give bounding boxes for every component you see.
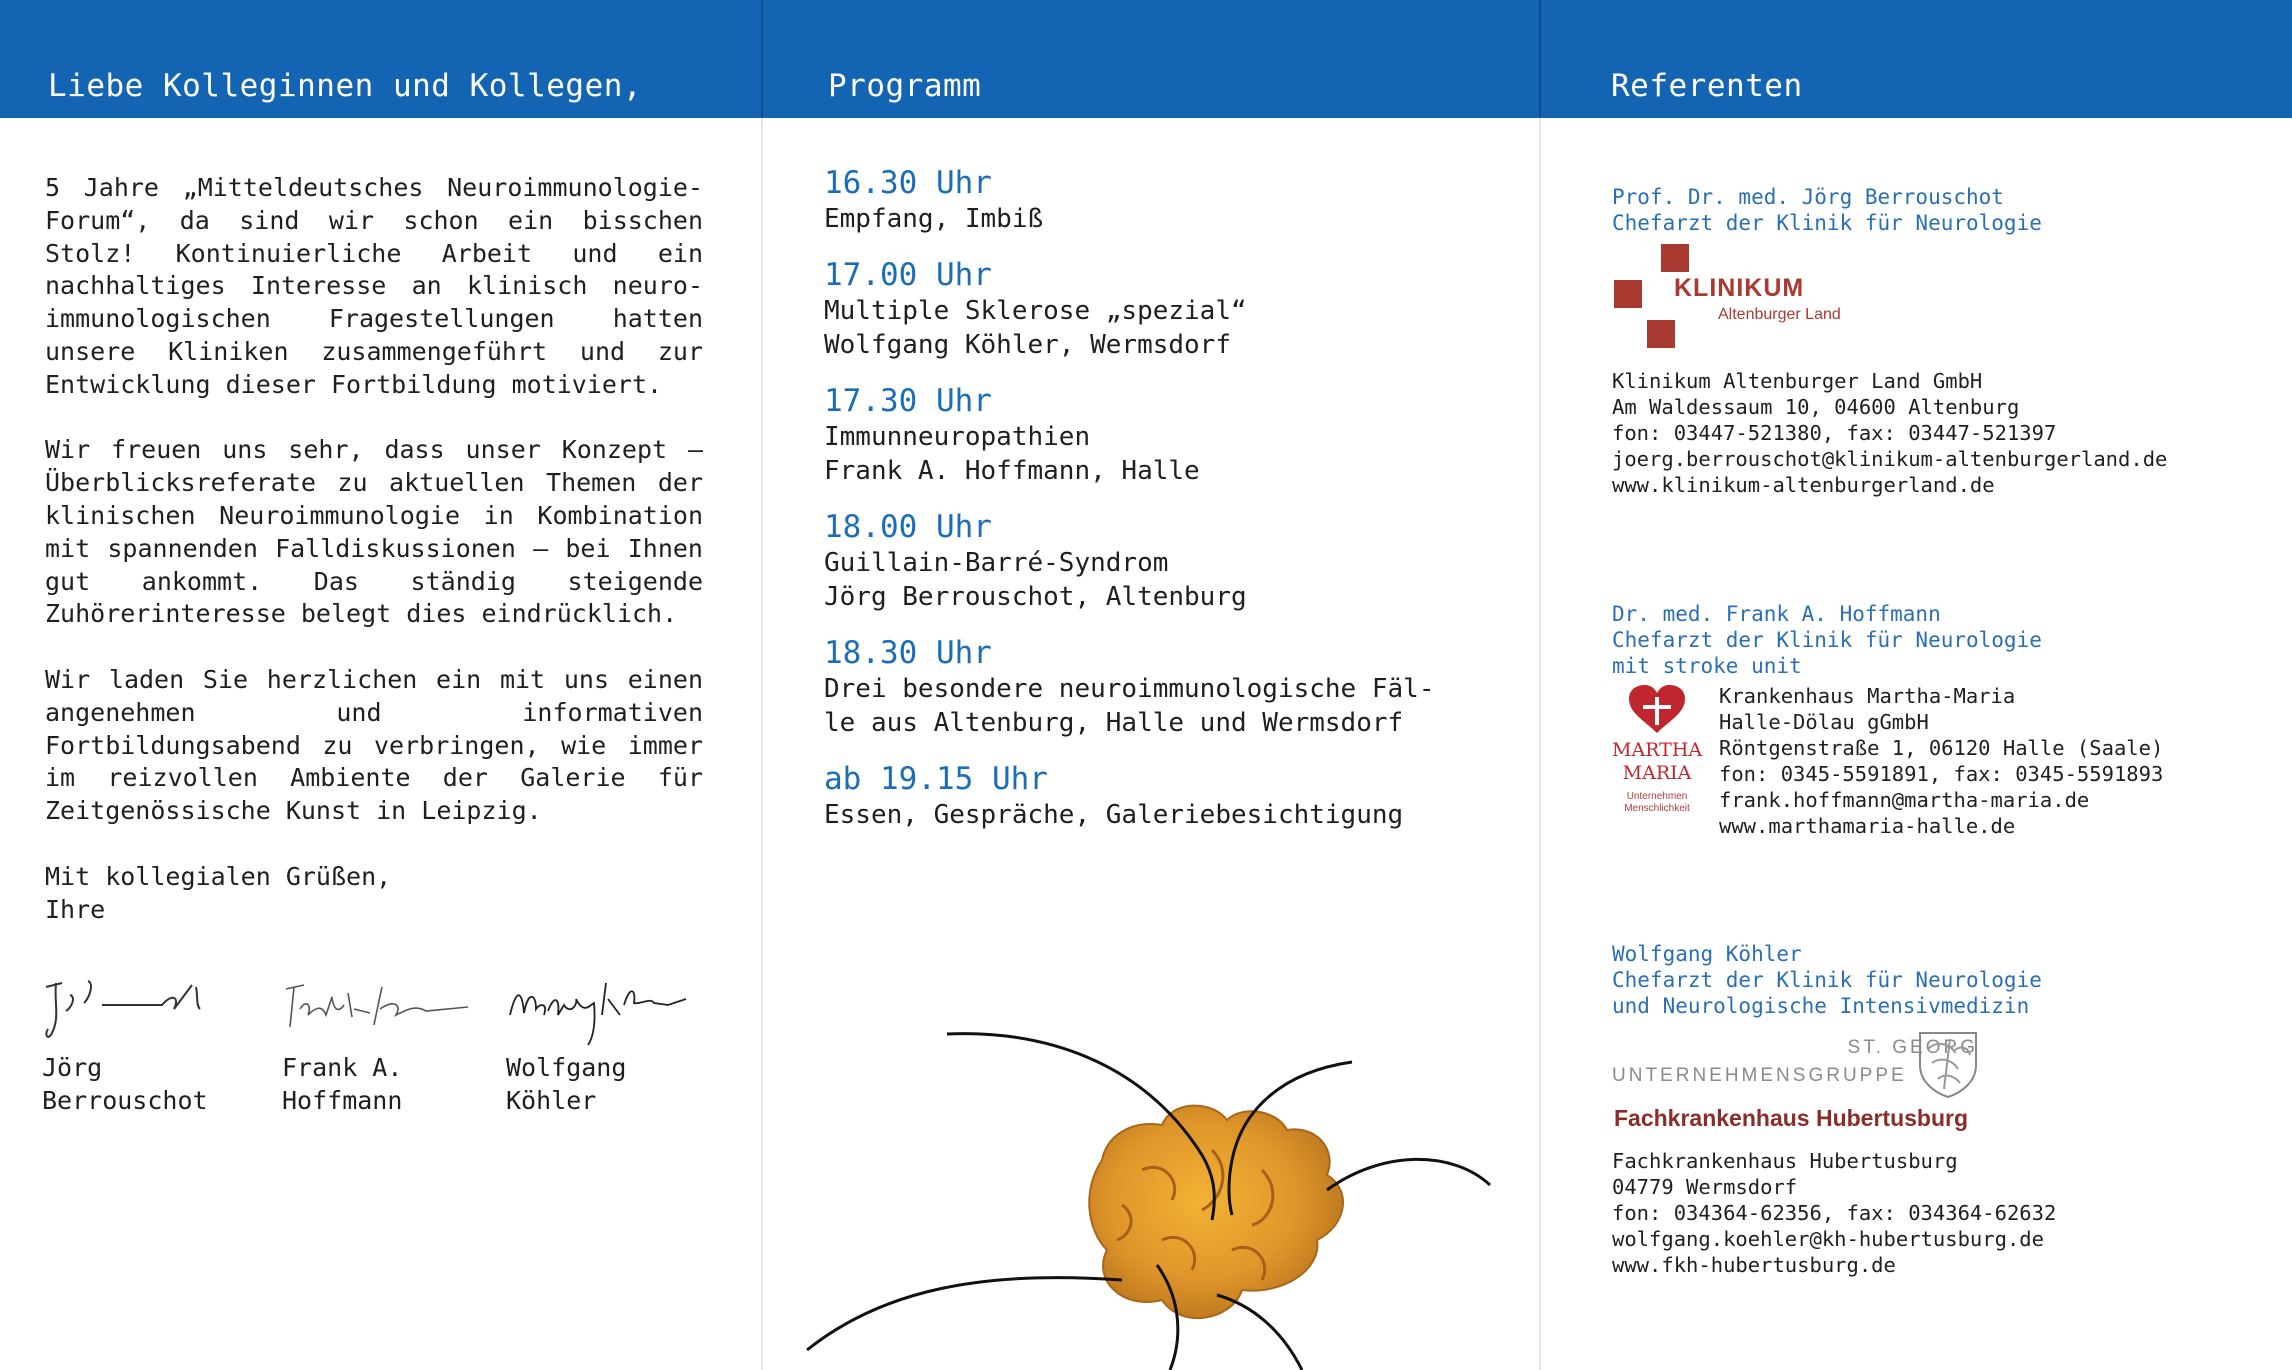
signature-koehler (506, 975, 696, 1118)
st-georg-line2: UNTERNEHMENSGRUPPE (1612, 1065, 1907, 1086)
referent-address: Fachkrankenhaus Hubertusburg 04779 Wermsdorf fon: 034364-62356, fax: 034364-62632 wolfgang.koehler@kh-hubertusburg.de www.fkh-hubertusburg.de (1612, 1149, 2057, 1277)
program-line: Wolfgang Köhler, Wermsdorf (824, 330, 1231, 360)
program-time: 18.00 Uhr (824, 509, 992, 545)
martha-maria-name: MARTHA MARIA (1612, 739, 1703, 784)
program-heading: Programm (828, 68, 982, 104)
signature-berrouschot (42, 975, 232, 1118)
referents-heading: Referenten (1611, 68, 1803, 104)
referent-koehler (1612, 941, 2272, 1278)
klinikum-sub: Altenburger Land (1718, 306, 1841, 323)
referent-address: Klinikum Altenburger Land GmbH Am Waldessaum 10, 04600 Altenburg fon: 03447-521380, fax: 03447-521397 joerg.berrouschot@klinikum-altenburgerland.de www.klinikum-altenburgerland.de (1612, 369, 2168, 497)
program-time: 17.30 Uhr (824, 383, 992, 419)
referent-berrouschot (1612, 184, 2272, 498)
letter-paragraph: Wir laden Sie herzlichen ein mit uns einen angenehmen und informativen Fortbildungsabend zu verbringen, wie immer im reizvollen Ambiente der Galerie für Zeitgenössische Kunst in Leipzig. (45, 664, 703, 826)
program-line: Multiple Sklerose „spezial“ (824, 296, 1247, 326)
fold-line (1539, 0, 1541, 1370)
letter-paragraph: 5 Jahre „Mitteldeutsches Neuroimmunologie-Forum“, da sind wir schon ein bisschen Stolz! Kontinuierliche Arbeit und ein nachhaltiges Interesse an klinisch neuro-immunologischen Fragestellungen hatten unsere Kliniken zusammengeführt und zur Entwicklung dieser Fortbildung motiviert. (45, 173, 703, 399)
logo-square (1647, 320, 1675, 348)
program-panel (762, 0, 1540, 1370)
signature-hoffmann (282, 975, 472, 1118)
logo-square (1614, 280, 1642, 308)
program-line: Frank A. Hoffmann, Halle (824, 456, 1200, 486)
heart-icon (1625, 683, 1689, 735)
program-line: Jörg Berrouschot, Altenburg (824, 582, 1247, 612)
header-band (1540, 0, 2292, 118)
st-georg-crest-icon (1914, 1029, 1982, 1099)
program-time: 17.00 Uhr (824, 257, 992, 293)
signature-scribble (42, 975, 232, 1050)
signature-name: Frank A. Hoffmann (282, 1053, 403, 1115)
fold-line-band (1539, 0, 1541, 118)
signature-scribble (506, 975, 696, 1050)
program-time: 18.30 Uhr (824, 635, 992, 671)
program-line: Drei besondere neuroimmunologische Fäl- (824, 674, 1435, 704)
header-band (0, 0, 762, 118)
signature-name: Jörg Berrouschot (42, 1053, 208, 1115)
logo-square (1661, 244, 1689, 272)
st-georg-line1: ST. GEORG (1847, 1037, 1978, 1058)
klinikum-brand: KLINIKUM (1674, 274, 1805, 302)
program-line: Empfang, Imbiß (824, 204, 1044, 234)
martha-maria-tagline: Unternehmen Menschlichkeit (1624, 791, 1690, 814)
fold-line-band (761, 0, 763, 118)
program-time: ab 19.15 Uhr (824, 761, 1048, 797)
martha-maria-logo (1612, 683, 1702, 815)
st-georg-line3: Fachkrankenhaus Hubertusburg (1614, 1105, 1969, 1131)
program-line: Immunneuropathien (824, 422, 1091, 452)
referent-title: Wolfgang Köhler Chefarzt der Klinik für Neurologie und Neurologische Intensivmedizin (1612, 942, 2042, 1018)
referent-address: Krankenhaus Martha-Maria Halle-Dölau gGmbH Röntgenstraße 1, 06120 Halle (Saale) fon: 0345-5591891, fax: 0345-5591893 frank.hoffmann@martha-maria.de www.marthamaria-halle.de (1719, 684, 2164, 838)
letter-closing: Mit kollegialen Grüßen, Ihre (45, 861, 392, 924)
martha-maria-block (1612, 683, 2272, 843)
referent-title: Dr. med. Frank A. Hoffmann Chefarzt der Klinik für Neurologie mit stroke unit (1612, 602, 2042, 678)
welcome-letter (45, 172, 703, 959)
program-line: le aus Altenburg, Halle und Wermsdorf (824, 708, 1404, 738)
st-georg-logo (1612, 1037, 2272, 1142)
signature-name: Wolfgang Köhler (506, 1053, 627, 1115)
signature-scribble (282, 975, 472, 1050)
referents-panel (1540, 0, 2292, 1370)
fold-line (761, 0, 763, 1370)
letter-paragraph: Wir freuen uns sehr, dass unser Konzept – Überblicksreferate zu aktuellen Themen der klinischen Neuroimmunologie in Kombination mit spannenden Falldiskussionen – bei Ihnen gut ankommt. Das ständig steigende Zuhörerinteresse belegt dies eindrücklich. (45, 435, 703, 629)
welcome-heading: Liebe Kolleginnen und Kollegen, (48, 68, 643, 104)
program-line: Guillain-Barré-Syndrom (824, 548, 1169, 578)
referent-hoffmann (1612, 601, 2272, 843)
klinikum-logo (1612, 244, 2272, 356)
welcome-panel (0, 0, 762, 1370)
program-time: 16.30 Uhr (824, 165, 992, 201)
referent-title: Prof. Dr. med. Jörg Berrouschot Chefarzt der Klinik für Neurologie (1612, 185, 2042, 235)
walnut-illustration (762, 0, 1540, 1370)
program-line: Essen, Gespräche, Galeriebesichtigung (824, 800, 1404, 830)
